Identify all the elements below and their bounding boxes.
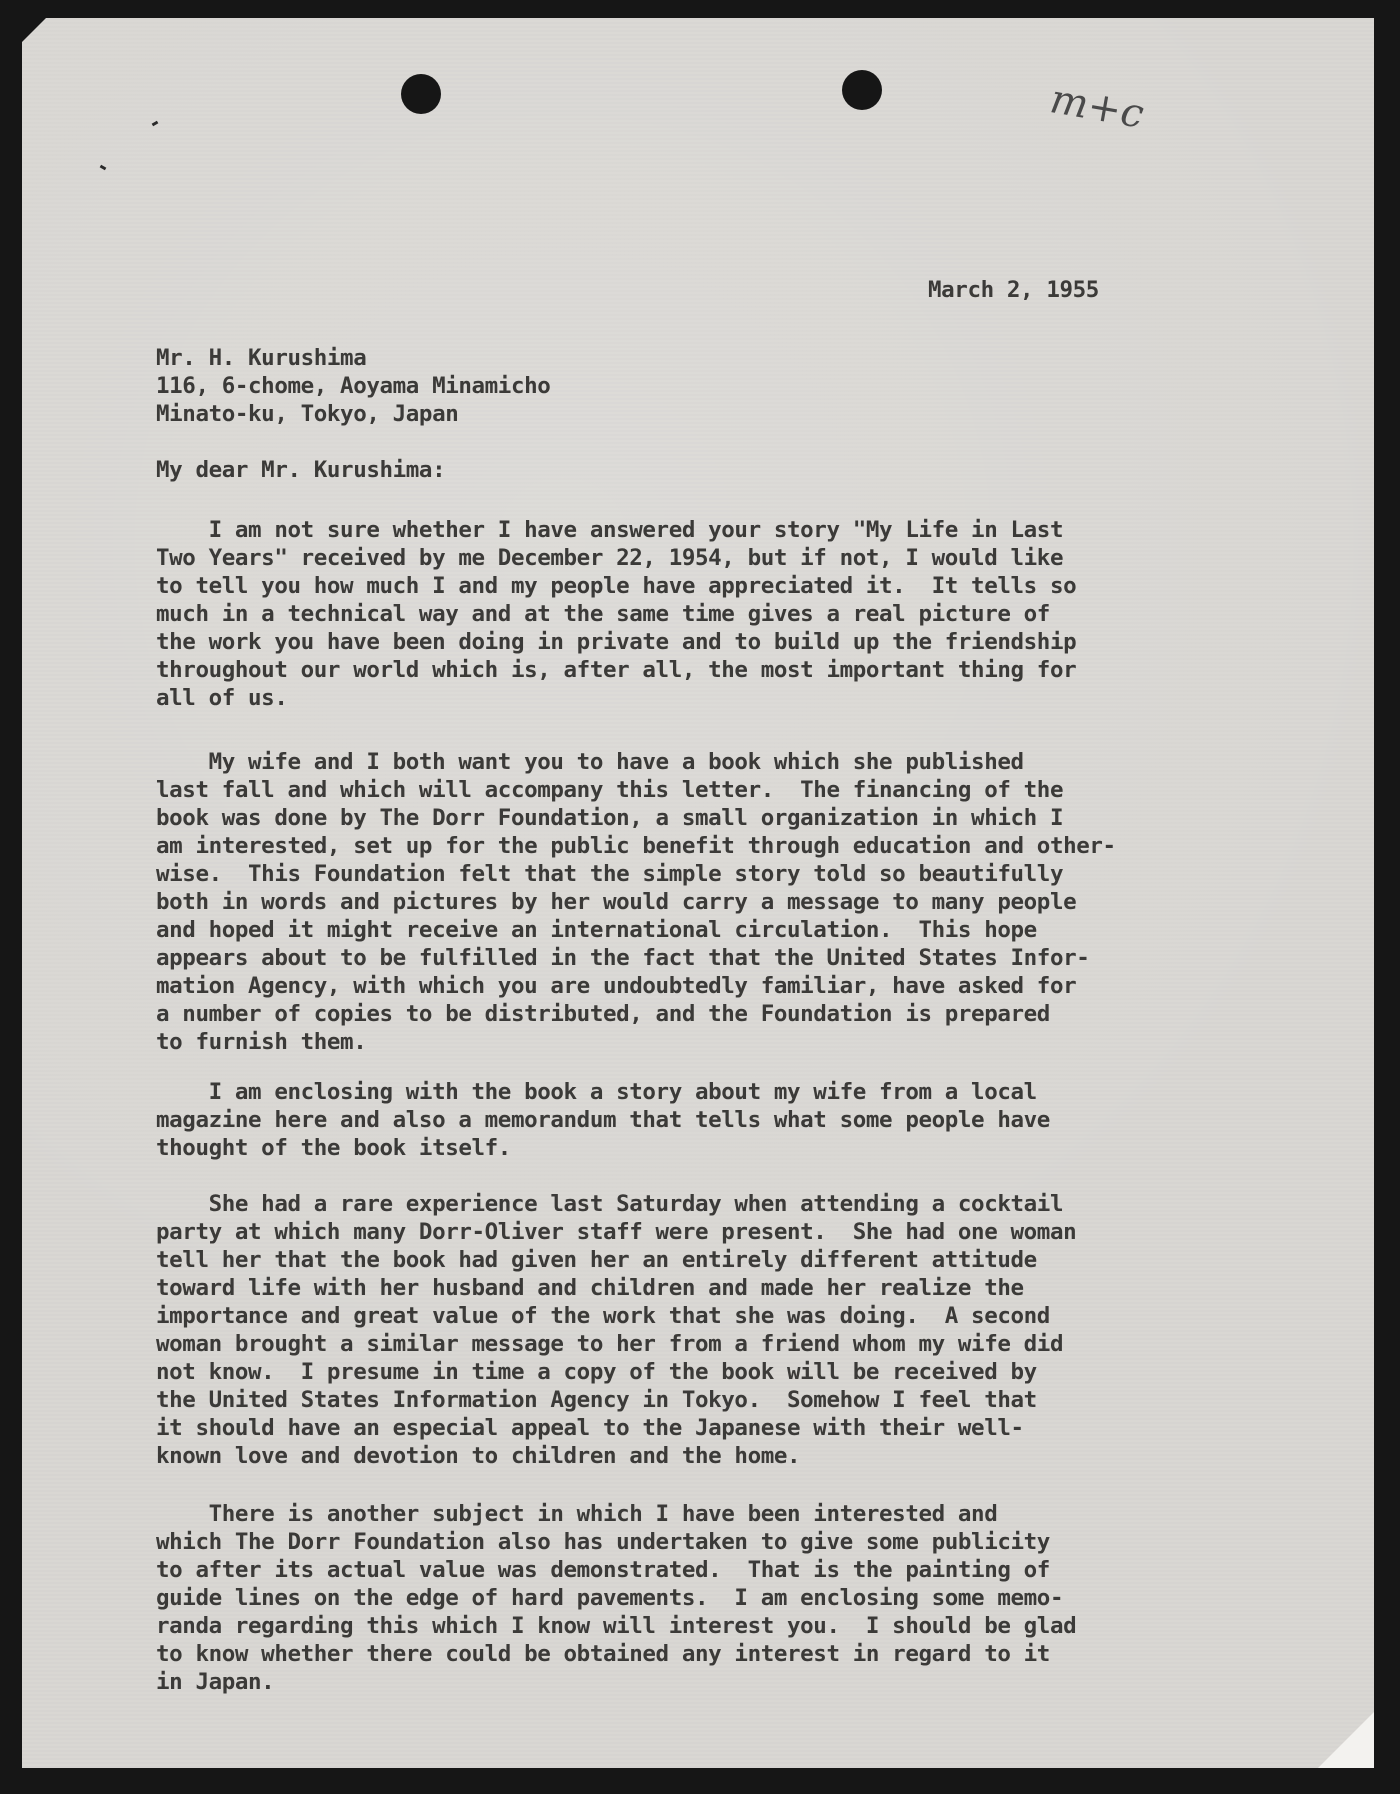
paragraph-line: both in words and pictures by her would carry a message to many people xyxy=(156,889,1077,915)
paragraph-line: last fall and which will accompany this letter. The financing of the xyxy=(156,777,1064,803)
paragraph-line: magazine here and also a memorandum that tells what some people have xyxy=(156,1107,1050,1133)
paragraph-line: party at which many Dorr-Oliver staff were present. She had one woman xyxy=(156,1219,1077,1245)
folded-corner-top-left xyxy=(22,18,46,42)
paragraph-line: toward life with her husband and children and made her realize the xyxy=(156,1275,1024,1301)
paragraph-line: guide lines on the edge of hard pavements. I am enclosing some memo- xyxy=(156,1585,1064,1611)
paragraph-line: the United States Information Agency in Tokyo. Somehow I feel that xyxy=(156,1387,1037,1413)
paragraph-line: all of us. xyxy=(156,685,288,711)
handwritten-note: m+c xyxy=(1046,76,1148,138)
paragraph-line: throughout our world which is, after all, the most important thing for xyxy=(156,657,1077,683)
paragraph-line: There is another subject in which I have been interested and xyxy=(156,1501,998,1527)
paragraph-line: She had a rare experience last Saturday when attending a cocktail xyxy=(156,1191,1064,1217)
paragraph-line: to know whether there could be obtained any interest in regard to it xyxy=(156,1641,1050,1667)
paragraph-line: woman brought a similar message to her from a friend whom my wife did xyxy=(156,1331,1064,1357)
address-line: Mr. H. Kurushima xyxy=(156,345,367,371)
paragraph-line: book was done by The Dorr Foundation, a small organization in which I xyxy=(156,805,1064,831)
punch-hole-right xyxy=(842,70,882,110)
paragraph-line: known love and devotion to children and the home. xyxy=(156,1443,801,1469)
paragraph-line: not know. I presume in time a copy of the book will be received by xyxy=(156,1359,1037,1385)
paragraph-line: the work you have been doing in private and to build up the friendship xyxy=(156,629,1077,655)
paragraph-line: much in a technical way and at the same time gives a real picture of xyxy=(156,601,1050,627)
paragraph-line: to after its actual value was demonstrated. That is the painting of xyxy=(156,1557,1050,1583)
body-paragraph xyxy=(156,1500,1076,1696)
punch-hole-left xyxy=(401,74,441,114)
paragraph-line: tell her that the book had given her an entirely different attitude xyxy=(156,1247,1037,1273)
body-paragraph xyxy=(156,748,1116,1056)
body-paragraph xyxy=(156,516,1076,712)
paragraph-line: to tell you how much I and my people have appreciated it. It tells so xyxy=(156,573,1077,599)
paragraph-line: importance and great value of the work that she was doing. A second xyxy=(156,1303,1050,1329)
paragraph-line: it should have an especial appeal to the Japanese with their well- xyxy=(156,1415,1024,1441)
paragraph-line: mation Agency, with which you are undoubtedly familiar, have asked for xyxy=(156,973,1077,999)
paragraph-line: I am not sure whether I have answered your story "My Life in Last xyxy=(156,517,1064,543)
paragraph-line: and hoped it might receive an international circulation. This hope xyxy=(156,917,1037,943)
paragraph-line: thought of the book itself. xyxy=(156,1135,511,1161)
body-paragraph xyxy=(156,1078,1050,1162)
paragraph-line: a number of copies to be distributed, and the Foundation is prepared xyxy=(156,1001,1050,1027)
recipient-address xyxy=(156,344,550,428)
salutation: My dear Mr. Kurushima: xyxy=(156,457,446,483)
paragraph-line: in Japan. xyxy=(156,1669,275,1695)
paragraph-line: wise. This Foundation felt that the simple story told so beautifully xyxy=(156,861,1064,887)
paragraph-line: randa regarding this which I know will interest you. I should be glad xyxy=(156,1613,1077,1639)
paragraph-line: am interested, set up for the public benefit through education and other- xyxy=(156,833,1116,859)
body-paragraph xyxy=(156,1190,1076,1470)
paragraph-line: to furnish them. xyxy=(156,1029,367,1055)
paragraph-line: My wife and I both want you to have a book which she published xyxy=(156,749,1024,775)
address-line: Minato-ku, Tokyo, Japan xyxy=(156,401,459,427)
address-line: 116, 6-chome, Aoyama Minamicho xyxy=(156,373,551,399)
paragraph-line: I am enclosing with the book a story about my wife from a local xyxy=(156,1079,1037,1105)
paragraph-line: which The Dorr Foundation also has undertaken to give some publicity xyxy=(156,1529,1050,1555)
paragraph-line: Two Years" received by me December 22, 1954, but if not, I would like xyxy=(156,545,1064,571)
letter-date: March 2, 1955 xyxy=(928,277,1099,303)
paragraph-line: appears about to be fulfilled in the fact that the United States Infor- xyxy=(156,945,1090,971)
